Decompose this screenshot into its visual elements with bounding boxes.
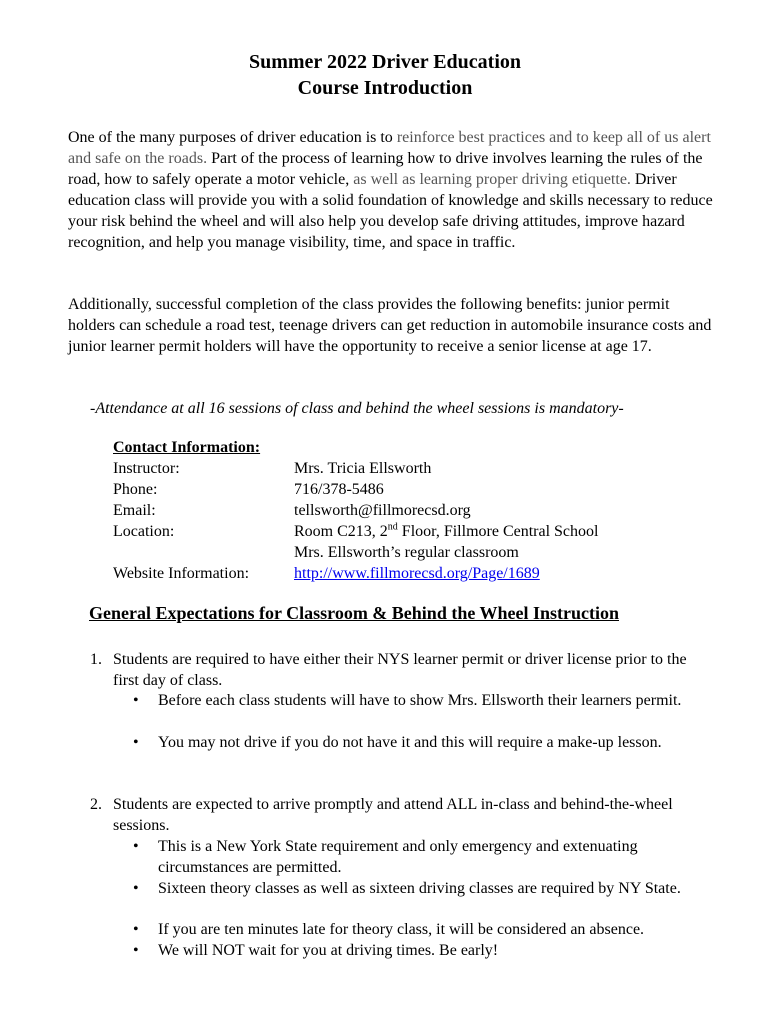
contact-heading: Contact Information:: [113, 439, 261, 456]
bullet-item: [133, 878, 703, 899]
website-link[interactable]: http://www.fillmorecsd.org/Page/1689: [294, 565, 540, 582]
intro-text-1: One of the many purposes of driver education is to: [68, 129, 397, 146]
bullet-icon: •: [133, 734, 139, 751]
bullet-icon: •: [133, 921, 139, 938]
page-subtitle: Course Introduction: [297, 77, 473, 99]
list-item-text: Students are required to have either their NYS learner permit or driver license prior to the first day of class.: [113, 651, 687, 689]
bullet-text: You may not drive if you do not have it and this will require a make-up lesson.: [158, 734, 662, 751]
location-note: Mrs. Ellsworth’s regular classroom: [294, 544, 519, 561]
attendance-notice: -Attendance at all 16 sessions of class and behind the wheel sessions is mandatory-: [90, 400, 624, 417]
location-ordinal: nd: [387, 521, 398, 533]
instructor-value: Mrs. Tricia Ellsworth: [294, 460, 432, 477]
bullet-icon: •: [133, 880, 139, 897]
intro-text-4: as well as learning proper driving etiquette.: [353, 171, 631, 188]
list-item-number: 2.: [90, 796, 102, 813]
location-value: [294, 521, 598, 542]
bullet-text: Before each class students will have to show Mrs. Ellsworth their learners permit.: [158, 692, 682, 709]
phone-value: 716/378-5486: [294, 481, 384, 498]
benefits-paragraph: Additionally, successful completion of the class provides the following benefits: junior permit holders can schedule a road test, teenage drivers can get reduction in automobile insurance costs and junior learner permit holders will have the opportunity to receive a senior license at age 17.: [68, 296, 712, 355]
bullet-icon: •: [133, 838, 139, 855]
intro-text-5: Driver education class will provide you with a solid foundation of knowledge and skills necessary to reduce your risk behind the wheel and will also help you develop safe driving attitudes, improve hazard recognition, and help you manage visibility, time, and space in traffic.: [68, 171, 713, 251]
bullet-icon: •: [133, 692, 139, 709]
list-item-1: [90, 649, 710, 691]
list-item-number: 1.: [90, 651, 102, 668]
location-label: Location:: [113, 523, 175, 540]
contact-information: [113, 437, 598, 584]
phone-label: Phone:: [113, 481, 158, 498]
intro-text-3: Part of the process of learning how to drive involves learning the rules of the road, how to safely operate a motor vehicle,: [68, 150, 703, 188]
bullet-item: [133, 690, 703, 711]
expectations-heading: General Expectations for Classroom & Behind the Wheel Instruction: [89, 603, 619, 623]
intro-text-2: reinforce best practices and to keep all of us alert and safe on the roads.: [68, 129, 711, 167]
bullet-item: [133, 919, 703, 940]
intro-paragraph: [68, 127, 718, 253]
bullet-text: Sixteen theory classes as well as sixteen driving classes are required by NY State.: [158, 880, 681, 897]
bullet-item: [133, 732, 703, 753]
location-building: Floor, Fillmore Central School: [397, 523, 599, 540]
page-title: Summer 2022 Driver Education: [248, 51, 522, 73]
email-value: tellsworth@fillmorecsd.org: [294, 502, 471, 519]
list-item-text: Students are expected to arrive promptly and attend ALL in-class and behind-the-wheel sessions.: [113, 796, 673, 834]
bullet-icon: •: [133, 942, 139, 959]
location-room: Room C213, 2: [294, 523, 388, 540]
bullet-item: [133, 940, 703, 961]
email-label: Email:: [113, 502, 156, 519]
bullet-item: [133, 836, 703, 878]
bullet-text: This is a New York State requirement and only emergency and extenuating circumstances are permitted.: [158, 838, 638, 876]
bullet-text: We will NOT wait for you at driving times. Be early!: [158, 942, 499, 959]
bullet-text: If you are ten minutes late for theory class, it will be considered an absence.: [158, 921, 645, 938]
list-item-2: [90, 794, 710, 836]
instructor-label: Instructor:: [113, 460, 180, 477]
website-label: Website Information:: [113, 565, 250, 582]
